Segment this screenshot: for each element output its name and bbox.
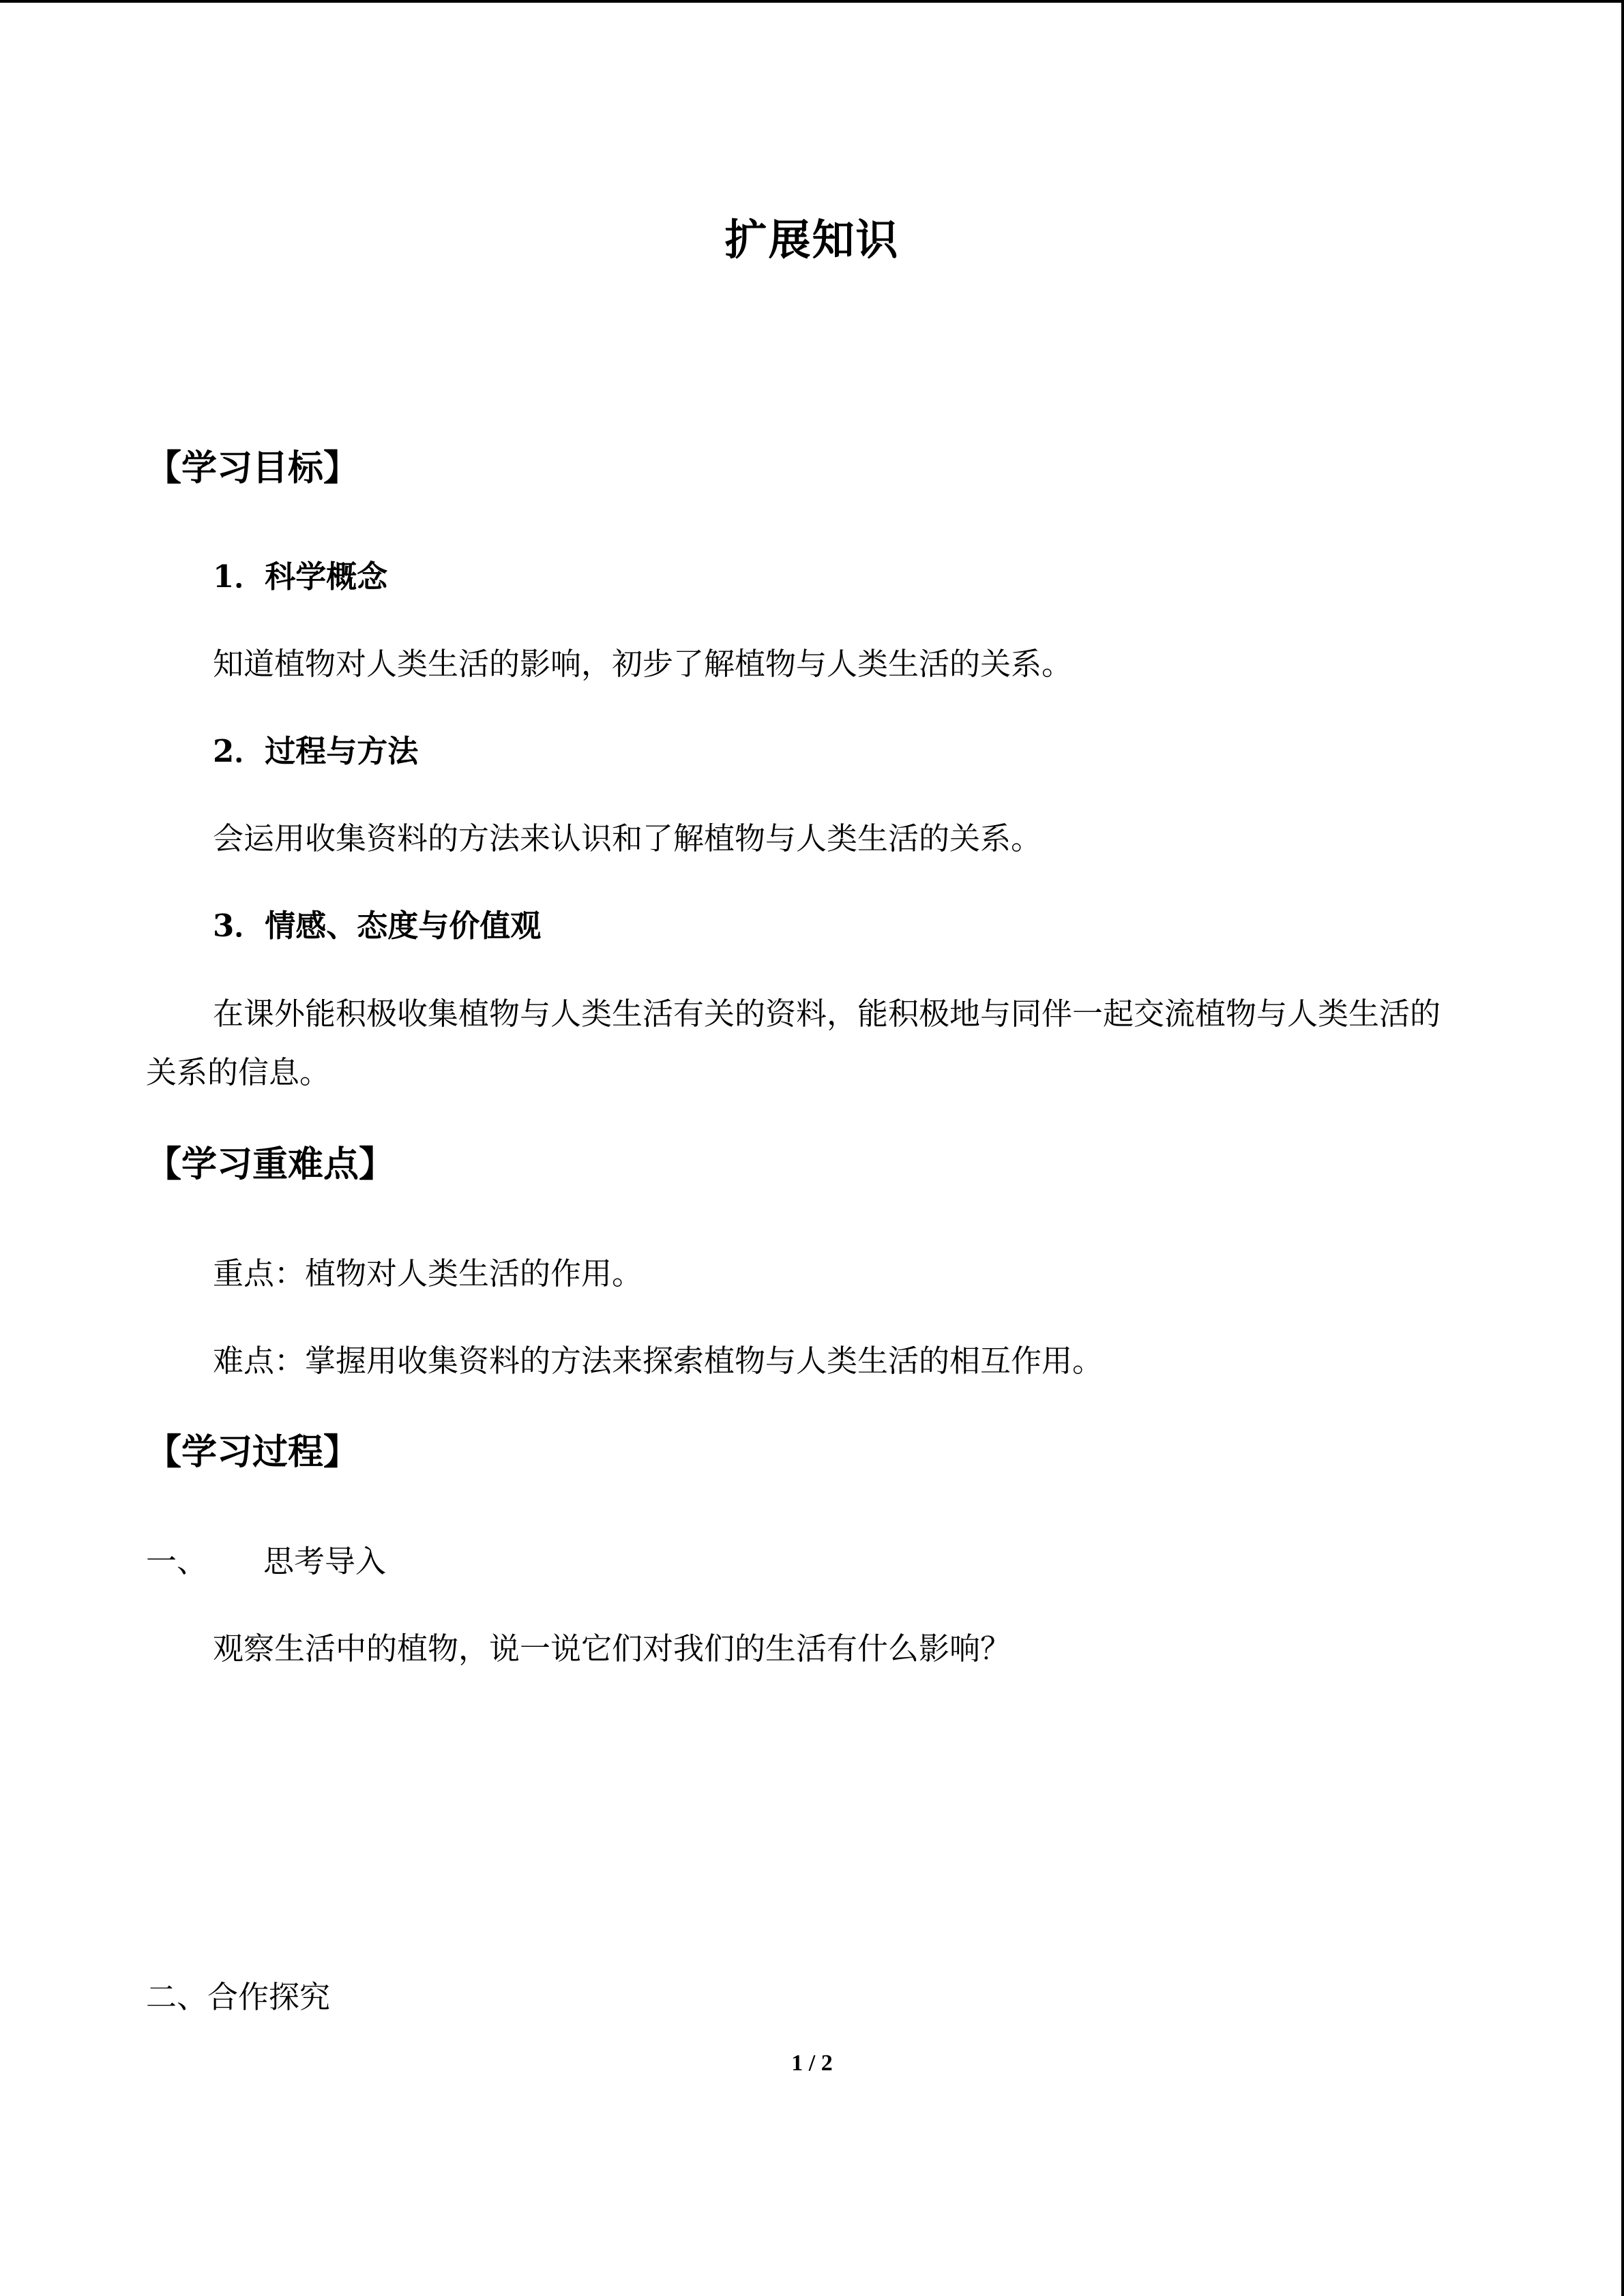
page-number: 1 / 2 [791, 2051, 833, 2076]
objective-2-text: 会运用收集资料的方法来认识和了解植物与人类生活的关系。 [213, 820, 1042, 856]
objective-1-title: 1．科学概念 [213, 558, 388, 595]
objective-3-title: 3．情感、态度与价值观 [213, 908, 542, 944]
objective-1-text: 知道植物对人类生活的影响，初步了解植物与人类生活的关系。 [213, 646, 1073, 682]
step-1-title: 思考导入 [263, 1543, 387, 1579]
page-title: 扩展知识 [724, 215, 900, 265]
section-heading-objectives: 【学习目标】 [146, 447, 359, 489]
page-top-border [0, 0, 1624, 3]
key-point-text: 重点：植物对人类生活的作用。 [213, 1255, 643, 1292]
section-heading-key-points: 【学习重难点】 [146, 1144, 395, 1185]
step-1-text: 观察生活中的植物，说一说它们对我们的生活有什么影响？ [213, 1630, 1012, 1667]
step-1-label: 一、 [146, 1543, 208, 1579]
section-heading-process: 【学习过程】 [146, 1431, 359, 1473]
objective-3-text: 在课外能积极收集植物与人类生活有关的资料，能积极地与同伴一起交流植物与人类生活的关系的信息。 [146, 996, 1441, 1090]
step-2-title: 二、合作探究 [146, 1979, 331, 2015]
objective-2-title: 2．过程与方法 [213, 733, 419, 769]
difficulty-text: 难点：掌握用收集资料的方法来探索植物与人类生活的相互作用。 [213, 1343, 1104, 1379]
page-right-border [1621, 0, 1624, 2296]
